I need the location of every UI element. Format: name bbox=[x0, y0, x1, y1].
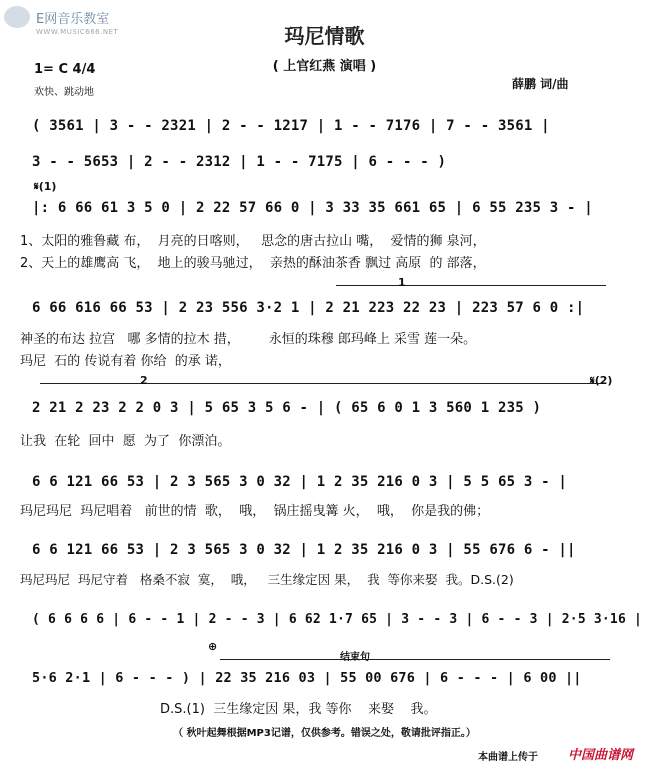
lyric-line-4: 玛尼 石的 传说有着 你给 的承 诺， bbox=[20, 354, 231, 369]
lyric-line-6: 玛尼玛尼 玛尼唱着 前世的情 歌， 哦， 锅庄摇曳篝 火， 哦， 你是我的佛； bbox=[20, 504, 490, 519]
score-line-7: 6 6 121 66 53 | 2 3 565 3 0 32 | 1 2 35 216 0 3 | 55 676 6 - || bbox=[32, 542, 576, 558]
lyric-line-2: 2、天上的雄鹰高 飞， 地上的骏马驰过， 亲热的酥油茶香 飘过 高原 的 部落， bbox=[20, 256, 486, 271]
score-line-8: ( 6 6 6 6 | 6 - - 1 | 2 - - 3 | 6 62 1·7 65 | 3 - - 3 | 6 - - 3 | 2·5 3·16 | bbox=[32, 612, 643, 627]
singer-credit: ( 上官红燕 演唱 ) bbox=[272, 59, 377, 74]
score-line-5: 2 21 2 23 2 2 0 3 | 5 65 3 5 6 - | ( 65 6 0 1 3 560 1 235 ) bbox=[32, 400, 542, 416]
upload-label: 本曲谱上传于 bbox=[478, 752, 538, 763]
watermark-name: E网音乐教室 bbox=[36, 12, 110, 27]
score-line-9: 5·6 2·1 | 6 - - - ) | 22 35 216 03 | 55 00 676 | 6 - - - | 6 00 || bbox=[32, 670, 582, 686]
segno-2-mark: 𝄋(2) bbox=[590, 374, 613, 387]
score-line-1: ( 3561 | 3 - - 2321 | 2 - - 1217 | 1 - - 7176 | 7 - - 3561 | bbox=[32, 118, 550, 134]
coda-mark: ⊕ bbox=[208, 640, 218, 653]
volta-1-bracket bbox=[336, 285, 606, 286]
ending-label: 结束句 bbox=[340, 652, 370, 663]
volta-2-number: 2 bbox=[140, 374, 148, 387]
segno-1-mark: 𝄋(1) bbox=[34, 180, 57, 193]
tempo-marking: 欢快、跳动地 bbox=[34, 87, 94, 98]
lyric-line-8: D.S.(1) 三生缘定因 果，我 等你 来娶 我。 bbox=[160, 702, 437, 717]
site-logo: 中国曲谱网 bbox=[568, 748, 634, 763]
volta-1-number: 1 bbox=[398, 276, 406, 289]
score-line-4: 6 66 616 66 53 | 2 23 556 3·2 1 | 2 21 223 22 23 | 223 57 6 0 :| bbox=[32, 300, 585, 316]
score-line-3: |: 6 66 61 3 5 0 | 2 22 57 66 0 | 3 33 35 661 65 | 6 55 235 3 - | bbox=[32, 200, 593, 216]
lyric-line-1: 1、太阳的雅鲁藏 布， 月亮的日喀则， 思念的唐古拉山 嘴， 爱情的狮 泉河， bbox=[20, 234, 486, 249]
transcriber-note: （ 秋叶起舞根据MP3记谱，仅供参考。错误之处，敬请批评指正。） bbox=[173, 728, 476, 739]
lyric-line-7: 玛尼玛尼 玛尼守着 格桑不寂 寞， 哦， 三生缘定因 果， 我 等你来娶 我。D.S.(2) bbox=[20, 572, 514, 587]
ending-bracket bbox=[220, 659, 610, 660]
key-signature: 1= C 4/4 bbox=[34, 62, 96, 77]
song-title: 玛尼情歌 bbox=[284, 24, 365, 48]
score-line-2: 3 - - 5653 | 2 - - 2312 | 1 - - 7175 | 6 - - - ) bbox=[32, 154, 447, 170]
lyric-line-3: 神圣的布达 拉宫 哪 多情的拉木 措， 永恒的珠穆 郎玛峰上 采雪 莲一朵。 bbox=[20, 332, 477, 347]
score-line-6: 6 6 121 66 53 | 2 3 565 3 0 32 | 1 2 35 216 0 3 | 5 5 65 3 - | bbox=[32, 474, 567, 490]
watermark-url: WWW.MUSIC666.NET bbox=[36, 28, 119, 36]
lyric-line-5: 让我 在轮 回中 愿 为了 你漂泊。 bbox=[20, 434, 231, 449]
volta-2-bracket bbox=[40, 383, 605, 384]
author-credit: 薛鹏 词/曲 bbox=[512, 77, 569, 91]
